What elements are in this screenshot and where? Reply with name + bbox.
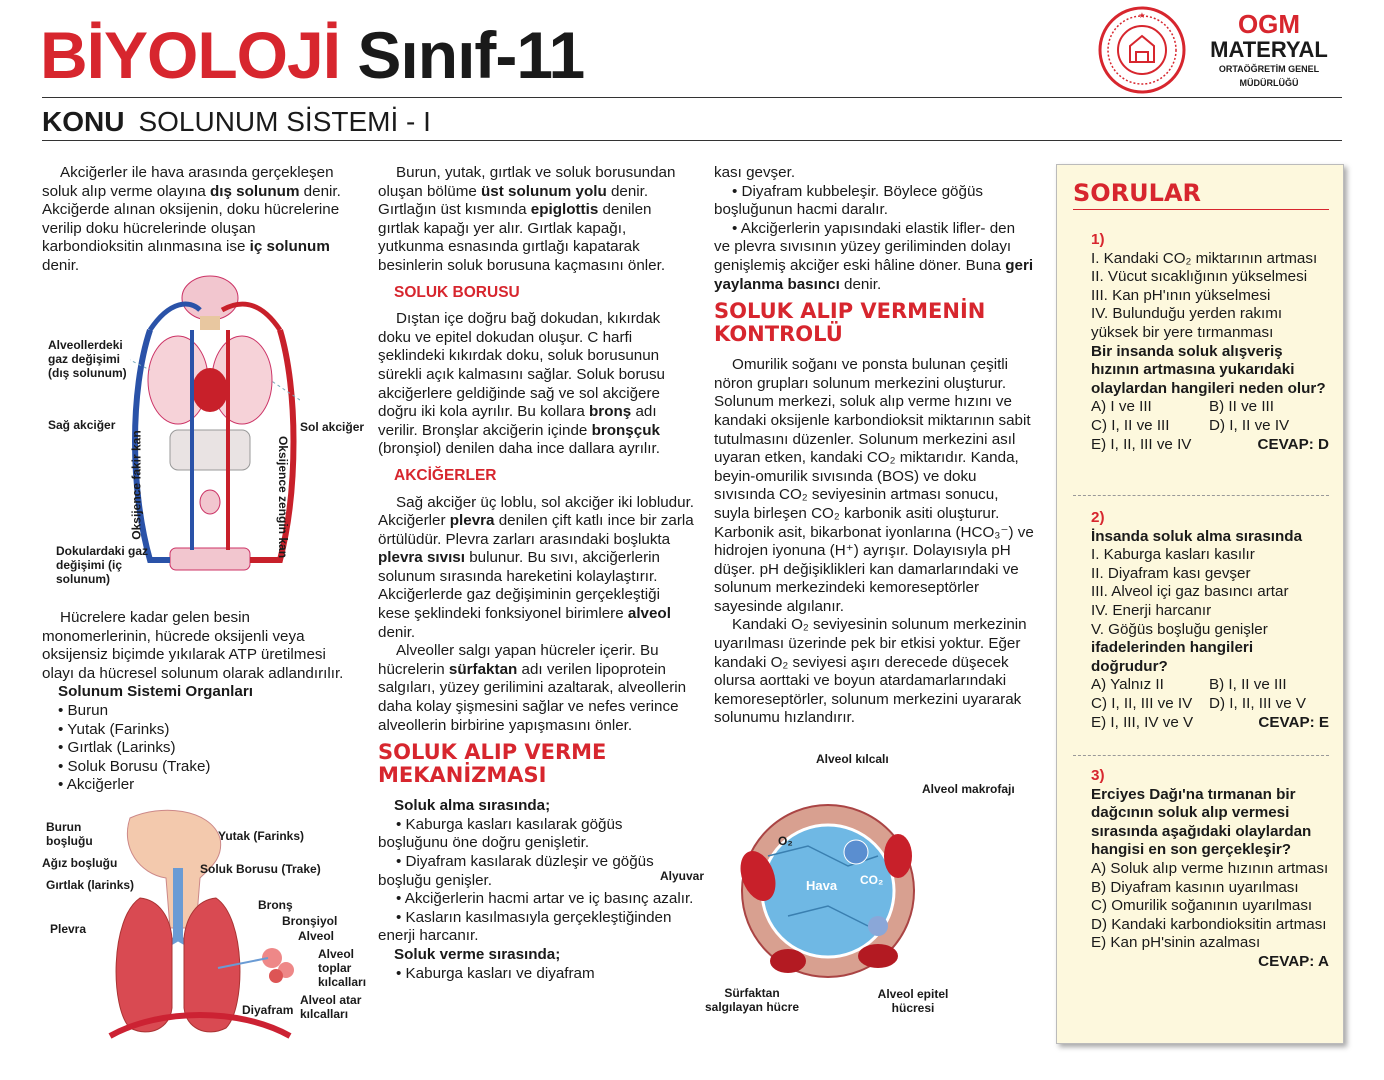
column-1-lower: [42, 609, 358, 795]
fig3-epithelial-label: Alveol epitel hücresi: [877, 987, 949, 1015]
answer-options: [1073, 695, 1329, 714]
column-2: [378, 164, 696, 983]
question-stem: ifadelerinden hangileri doğrudur?: [1091, 639, 1254, 675]
fig1-oxygen-poor-label: Oksijence fakir kan: [129, 430, 144, 540]
fig2-pharynx-label: Yutak (Farinks): [218, 829, 305, 843]
col2-lungs-text: Sağ akciğer üç loblu, sol akciğer iki lobludur. Akciğerler plevra denilen çift katlı ince bir zarla örtülüdür. Plevra zarları arasındaki boşlukta plevra sıvısı bulunur. Bu sıvı, akciğerlerin solunum sırasında hareketini kolaylaştırır. Akciğerlerde gaz değişiminin gerçekleştiği kese şeklindeki fonksiyonel birimlere alveol denir.: [378, 493, 695, 641]
list-item: • Soluk Borusu (Trake): [58, 757, 211, 775]
fig2-bronchus-label: Bronş: [258, 898, 293, 912]
circulation-diagram: [130, 270, 300, 580]
question-item: II. Vücut sıcaklığının yükselmesi: [1091, 268, 1308, 286]
list-item: • Kasların kasılmasıyla gerçekleştiğinden enerji harcanır.: [378, 908, 672, 945]
list-item: • Akciğerlerin yapısındaki elastik lifler- den ve plevra sıvısının yüzey geriliminden dolayı genişlemiş akciğer eski hâline döner. Buna geri yaylanma basıncı denir.: [714, 219, 1034, 293]
questions-panel: [1056, 164, 1344, 1044]
list-item: • Kaburga kasları ve diyafram: [396, 964, 595, 982]
answer-options: [1073, 714, 1329, 733]
answer-options: [1073, 417, 1329, 436]
list-item: • Kaburga kasları kasılarak göğüs boşluğunu öne doğru genişletir.: [378, 815, 623, 852]
fig2-trachea-label: Soluk Borusu (Trake): [200, 862, 321, 876]
question-number: 2): [1091, 509, 1105, 526]
fig1-tissue-label: Dokulardaki gaz değişimi (iç solunum): [56, 544, 149, 586]
fig2-diaphragm-label: Diyafram: [242, 1003, 294, 1017]
divider: [1073, 755, 1329, 756]
question-item: I. Kaburga kasları kasılır: [1091, 546, 1255, 564]
question-item: I. Kandaki CO₂ miktarının artması: [1091, 249, 1318, 267]
exhale-title: Soluk verme sırasında;: [394, 945, 561, 963]
question-intro: İnsanda soluk alma sırasında: [1091, 527, 1303, 545]
list-item: • Akciğerlerin hacmi artar ve iç basınç azalır.: [396, 890, 694, 908]
question-number: 1): [1091, 231, 1105, 248]
option-d[interactable]: D) I, II, III ve V: [1209, 694, 1307, 712]
col1-cellular-respiration: Hücrelere kadar gelen besin monomerlerinin, hücrede oksijenli veya oksijensiz biçimde yıkılarak ATP üretilmesi olayı da hücresel solunum olarak adlandırılır.: [42, 609, 344, 682]
option-e[interactable]: E) I, III, IV ve V: [1091, 713, 1194, 731]
header-rule: [42, 97, 1342, 98]
option-c[interactable]: C) Omurilik soğanının uyarılması: [1091, 897, 1313, 915]
col3-continuation: kası gevşer.: [714, 164, 796, 181]
question-1: [1073, 231, 1329, 454]
heading-trachea: SOLUK BORUSU: [394, 283, 520, 301]
fig2-alveolar-artery-label: Alveol atar kılcalları: [300, 993, 362, 1021]
answer-options: [1073, 436, 1329, 455]
questions-title: SORULAR: [1073, 179, 1202, 207]
fig2-alveolar-vein-label: Alveol toplar kılcalları: [318, 947, 367, 989]
heading-mechanism: SOLUK ALIP VERME MEKANİZMASI: [378, 740, 607, 788]
option-a[interactable]: A) Yalnız II: [1091, 676, 1164, 694]
title-grade: Sınıf-11: [357, 18, 585, 92]
list-item: • Diyafram kubbeleşir. Böylece göğüs boşluğunun hacmi daralır.: [714, 182, 983, 219]
option-e[interactable]: E) Kan pH'sinin azalması: [1091, 934, 1261, 952]
heading-control: SOLUK ALIP VERMENİN KONTROLÜ: [714, 299, 986, 347]
list-item: • Yutak (Farinks): [58, 720, 170, 738]
option-d[interactable]: D) Kandaki karbondioksitin artması: [1091, 915, 1327, 933]
col2-surfactant-text: Alveoller salgı yapan hücreler içerir. Bu hücrelerin sürfaktan adı verilen lipoprotein salgıları, yüzey gerilimini azaltarak, alveollerin daha kolay şişmesini sağlar ve nefes verince alveollerin birbirine yapışmasını önler.: [378, 642, 687, 734]
question-item: III. Alveol içi gaz basıncı artar: [1091, 583, 1289, 601]
option-a[interactable]: A) Soluk alıp verme hızının artması: [1091, 859, 1329, 877]
answer-key: CEVAP: A: [1258, 952, 1329, 970]
answer-key: CEVAP: E: [1258, 713, 1329, 731]
option-d[interactable]: D) I, II ve IV: [1209, 416, 1290, 434]
topic-value: SOLUNUM SİSTEMİ - I: [138, 106, 431, 137]
fig3-rbc-label: Alyuvar: [660, 869, 705, 883]
column-3: [714, 164, 1034, 728]
organs-title: Solunum Sistemi Organları: [58, 683, 253, 701]
list-item: • Burun: [58, 701, 109, 719]
fig3-air-label: Hava: [806, 878, 838, 893]
fig1-oxygen-rich-label: Oksijence zengin kan: [276, 435, 291, 559]
fig3-surfactant-label: Sürfaktan salgılayan hücre: [704, 986, 800, 1014]
fig3-capillary-label: Alveol kılcalı: [816, 752, 889, 766]
col2-upper-airway: Burun, yutak, gırtlak ve soluk borusundan oluşan bölüme üst solunum yolu denir. Gırtlağın üst kısmında epiglottis denilen gırtlak kapağı yer alır. Gırtlak kapağı, yutkunma esnasında gırtlağı kapatarak besinlerin soluk borusuna kaçmasını önler.: [378, 164, 676, 274]
question-stem: Erciyes Dağı'na tırmanan bir dağcının soluk alıp vermesi sırasında aşağıdaki olaylardan hangisi en son gerçekleşir?: [1091, 785, 1312, 859]
list-item: • Diyafram kasılarak düzleşir ve göğüs boşluğu genişler.: [378, 853, 654, 889]
col1-intro: Akciğerler ile hava arasında gerçekleşen soluk alıp verme olayına dış solunum denir. Akciğerde alınan oksijenin, doku hücrelerine verilip doku hücrelerinde oluşan karbondioksitin alınmasına ise iç solunum denir.: [42, 164, 341, 274]
organs-list: [42, 702, 358, 795]
svg-text:★: ★: [1138, 11, 1146, 20]
question-item: V. Göğüs boşluğu genişler: [1091, 620, 1268, 638]
answer-key: CEVAP: D: [1257, 435, 1329, 453]
question-item: III. Kan pH'ının yükselmesi: [1091, 286, 1271, 304]
ogm-logo-line2: MATERYAL: [1210, 37, 1328, 62]
col2-trachea-text: Dıştan içe doğru bağ dokudan, kıkırdak doku ve epitel dokudan oluşur. C harfi şeklindeki kıkırdak doku, soluk borusunun sürekli açık kalmasını sağlar. Soluk borusu akciğerlere geldiğinde sağ ve sol akciğere doğru iki kola ayrılır. Bu kollara bronş adı verilir. Bronşlar akciğerin içinde bronşçuk (bronşiol) denilen daha ince dallara ayrılır.: [378, 310, 666, 458]
question-item: II. Diyafram kası gevşer: [1091, 564, 1251, 582]
list-item: • Gırtlak (Larinks): [58, 739, 176, 757]
fig2-alveolus-label: Alveol: [298, 929, 335, 943]
column-1: [42, 164, 358, 276]
topic-rule: [42, 140, 1342, 141]
fig1-right-lung-label: Sağ akciğer: [48, 418, 116, 432]
question-stem: Bir insanda soluk alışveriş hızının artmasına yukarıdaki olaylardan hangileri neden olur?: [1091, 342, 1326, 397]
option-b[interactable]: B) I, II ve III: [1209, 676, 1287, 694]
heading-lungs: AKCİĞERLER: [394, 466, 497, 484]
inhale-title: Soluk alma sırasında;: [394, 797, 551, 815]
ogm-logo: [1194, 10, 1344, 90]
questions-title-rule: [1073, 209, 1329, 210]
answer-options: [1073, 676, 1329, 695]
fig2-pleura-label: Plevra: [50, 922, 87, 936]
fig3-macrophage-label: Alveol makrofajı: [922, 782, 1015, 796]
fig2-mouth-label: Ağız boşluğu: [42, 856, 118, 870]
ogm-logo-line3: ORTAÖĞRETİM GENEL MÜDÜRLÜĞÜ: [1218, 64, 1320, 88]
col3-control-text: Omurilik soğanı ve ponsta bulunan çeşitli nöron grupları solunum merkezini oluşturur. Solunum merkezi, soluk alıp verme hızını ve kandaki oksijenle karbondioksit miktarının sabit tutulmasını düzenler. Solunum merkezini asıl uyaran etken, kandaki CO₂ miktarıdır. Kanda, beyin-omurilik sıvısında (BOS) ve doku sıvısında CO₂ seviyesinin artması sonucu, suyla birleşen CO₂ karbonik asiti oluşturur. Karbonik asit, bikarbonat iyonlarına (HCO₃⁻) ve hidrojen iyonuna (H⁺) ayrışır. Dolayısıyla pH düşer. pH değişiklikleri kan damarlarındaki ve solunum merkezindeki kemoreseptörler sayesinde algılanır.: [714, 356, 1034, 615]
divider: [1073, 495, 1329, 496]
option-a[interactable]: A) I ve III: [1091, 398, 1152, 416]
title-subject: BİYOLOJİ: [40, 18, 341, 92]
option-b[interactable]: B) II ve III: [1209, 398, 1274, 416]
question-item: IV. Enerji harcanır: [1091, 601, 1212, 619]
fig2-larynx-label: Gırtlak (larinks): [46, 878, 135, 892]
option-c[interactable]: C) I, II, III ve IV: [1091, 694, 1193, 712]
fig1-alveoli-label: Alveollerdeki gaz değişimi (dış solunum): [48, 338, 127, 380]
fig2-bronchiole-label: Bronşiyol: [282, 914, 338, 928]
ogm-logo-line1: OGM: [1237, 9, 1301, 39]
option-b[interactable]: B) Diyafram kasının uyarılması: [1091, 878, 1299, 896]
topic-label: KONU: [42, 106, 125, 137]
option-e[interactable]: E) I, II, III ve IV: [1091, 435, 1192, 453]
question-2: [1073, 509, 1329, 732]
question-item: IV. Bulunduğu yerden rakımı yüksek bir yere tırmanması: [1091, 305, 1283, 341]
list-item: • Akciğerler: [58, 776, 135, 794]
option-c[interactable]: C) I, II ve III: [1091, 416, 1170, 434]
question-number: 3): [1091, 767, 1105, 784]
meb-seal-icon: [1098, 6, 1186, 94]
fig3-o2-label: O₂: [778, 834, 793, 848]
fig1-left-lung-label: Sol akciğer: [300, 420, 365, 434]
topic-bar: [42, 106, 431, 138]
fig2-nasal-label: Burun boşluğu: [46, 820, 93, 848]
col3-oxygen-text: Kandaki O₂ seviyesinin solunum merkezinin uyarılması üzerinde pek bir etkisi yoktur. Eğer kandaki O₂ seviyesi aşırı derecede düşecek olursa aorttaki ve boyun atardamarlarındaki kemoreseptörler, solunum merkezini uyararak solunumu hızlandırır.: [714, 616, 1027, 727]
page-title: [40, 18, 585, 92]
fig3-co2-label: CO₂: [860, 873, 884, 887]
answer-options: [1073, 398, 1329, 417]
question-3: [1073, 767, 1329, 972]
